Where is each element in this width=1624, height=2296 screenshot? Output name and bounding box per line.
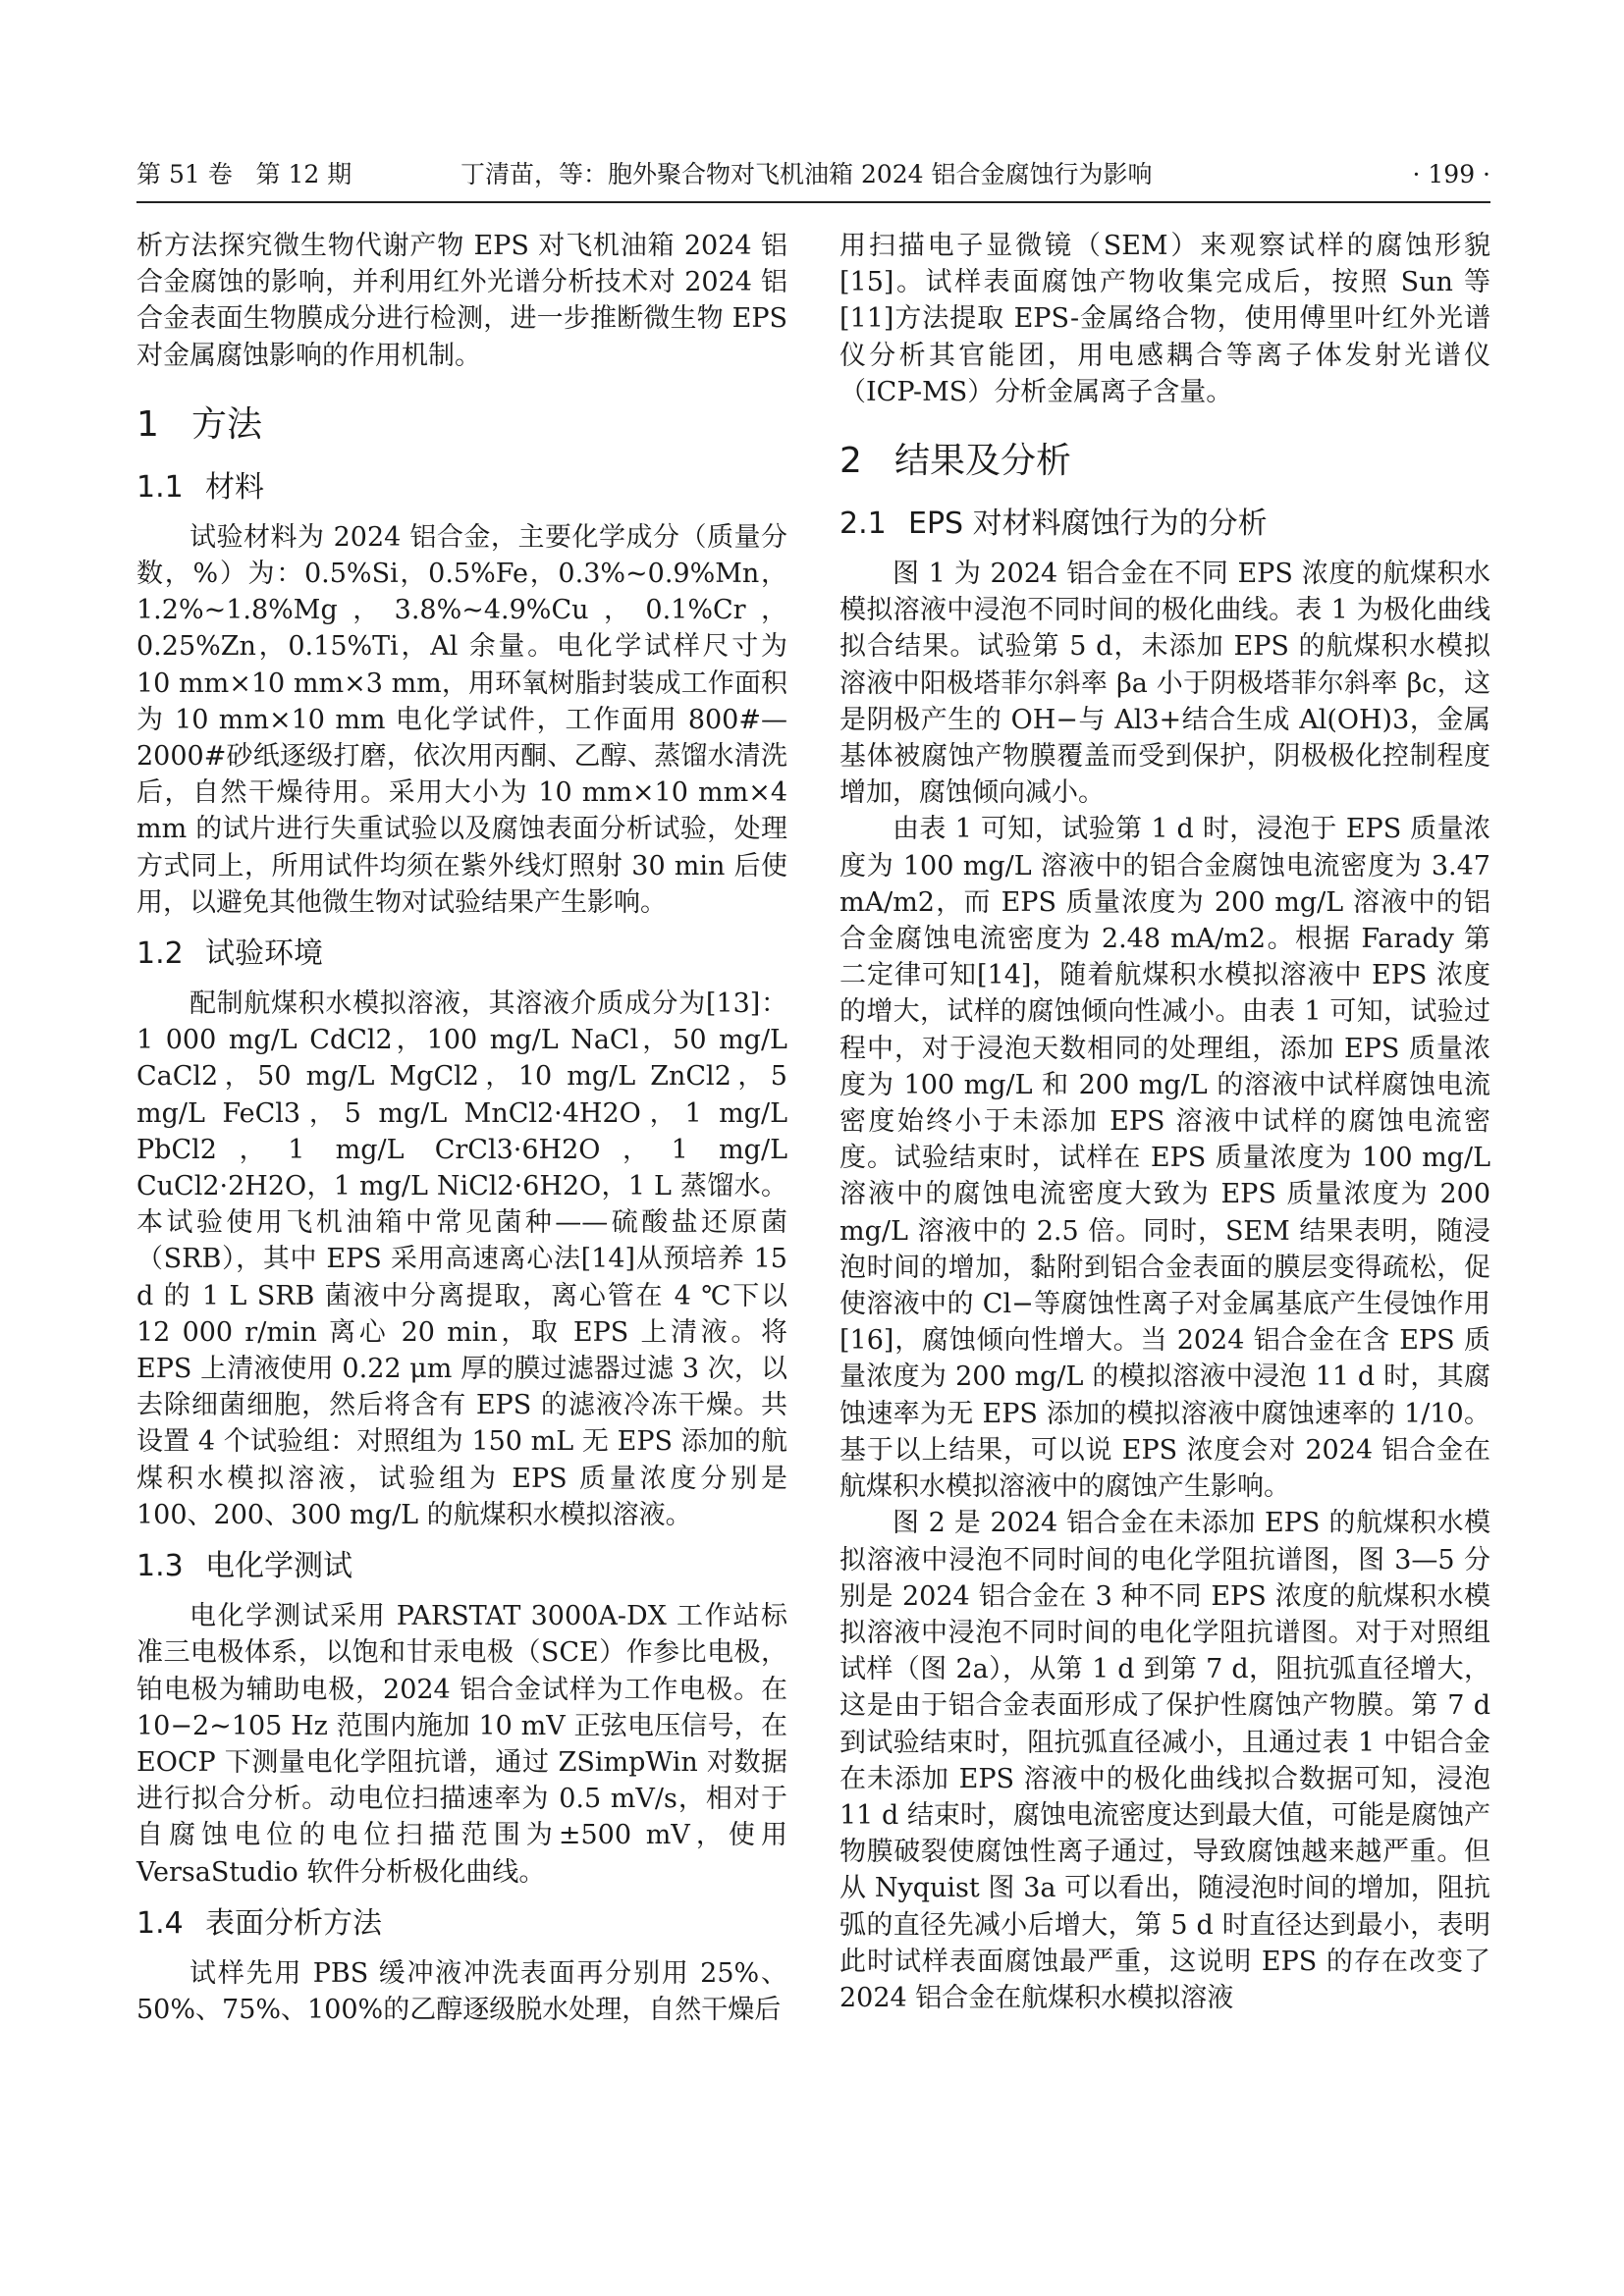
right-column [839,228,1490,2016]
volume-issue: 第 51 卷 第 12 期 [136,160,352,188]
impedance-paragraph: 图 2 是 2024 铝合金在未添加 EPS 的航煤积水模拟溶液中浸泡不同时间的电化学阻抗谱图，图 3—5 分别是 2024 铝合金在 3 种不同 EPS 浓度的航煤积水模拟溶液中浸泡不同时间的电化学阻抗谱图。对于对照组试样（图 2a），从第 1 d 到第 7 d，阻抗弧直径增大，这是由于铝合金表面形成了保护性腐蚀产物膜。第 7 d 到试验结束时，阻抗弧直径减小，且通过表 1 中铝合金在未添加 EPS 溶液中的极化曲线拟合数据可知，浸泡 11 d 结束时，腐蚀电流密度达到最大值，可能是腐蚀产物膜破裂使腐蚀性离子通过，导致腐蚀越来越严重。但从 Nyquist 图 3a 可以看出，随浸泡时间的增加，阻抗弧的直径先减小后增大，第 5 d 时直径达到最小，表明此时试样表面腐蚀最严重，这说明 EPS 的存在改变了 2024 铝合金在航煤积水模拟溶液 [839,1508,1490,2013]
materials-paragraph: 试验材料为 2024 铝合金，主要化学成分（质量分数，%）为：0.5%Si，0.5%Fe，0.3%~0.9%Mn，1.2%~1.8%Mg，3.8%~4.9%Cu，0.1%Cr，0.25%Zn，0.15%Ti，Al 余量。电化学试样尺寸为 10 mm×10 mm×3 mm，用环氧树脂封装成工作面积为 10 mm×10 mm 电化学试件，工作面用 800#—2000#砂纸逐级打磨，依次用丙酮、乙醇、蒸馏水清洗后，自然干燥待用。采用大小为 10 mm×10 mm×4 mm 的试片进行失重试验以及腐蚀表面分析试验，处理方式同上，所用试件均须在紫外线灯照射 30 min 后使用，以避免其他微生物对试验结果产生影响。 [136,521,787,918]
left-column [136,228,787,2028]
continuation-paragraph: 用扫描电子显微镜（SEM）来观察试样的腐蚀形貌[15]。试样表面腐蚀产物收集完成后，按照 Sun 等[11]方法提取 EPS-金属络合物，使用傅里叶红外光谱仪分析其官能团，用电感耦合等离子体发射光谱仪（ICP-MS）分析金属离子含量。 [839,231,1490,407]
section-title: 试验环境 [205,936,323,972]
section-title: 表面分析方法 [205,1905,382,1941]
running-header [136,155,1490,194]
electrochemical-paragraph: 电化学测试采用 PARSTAT 3000A-DX 工作站标准三电极体系，以饱和甘汞电极（SCE）作参比电极，铂电极为辅助电极，2024 铝合金试样为工作电极。在 10−2~105 Hz 范围内施加 10 mV 正弦电压信号，在 EOCP 下测量电化学阻抗谱，通过 ZSimpWin 对数据进行拟合分析。动电位扫描速率为 0.5 mV/s，相对于自腐蚀电位的电位扫描范围为±500 mV，使用 VersaStudio 软件分析极化曲线。 [136,1601,787,1888]
section-1-4-heading [136,1904,787,1944]
section-number: 2 [839,441,862,482]
section-number: 1.4 [136,1905,184,1941]
section-title: 结果及分析 [894,441,1072,482]
polarization-paragraph: 图 1 为 2024 铝合金在不同 EPS 浓度的航煤积水模拟溶液中浸泡不同时间的极化曲线。表 1 为极化曲线拟合结果。试验第 5 d，未添加 EPS 的航煤积水模拟溶液中阳极塔菲尔斜率 βa 小于阴极塔菲尔斜率 βc，这是阴极产生的 OH−与 Al3+结合生成 Al(OH)3，金属基体被腐蚀产物膜覆盖而受到保护，阴极极化控制程度增加，腐蚀倾向减小。 [839,559,1490,809]
section-1-1-heading [136,468,787,507]
section-title: 材料 [205,469,264,505]
section-1-2-heading [136,934,787,974]
section-1-3-heading [136,1547,787,1586]
section-title: 方法 [191,403,263,445]
running-title: 丁清苗，等：胞外聚合物对飞机油箱 2024 铝合金腐蚀行为影响 [460,160,1153,188]
header-rule [136,201,1490,203]
section-title: EPS 对材料腐蚀行为的分析 [908,507,1268,542]
section-number: 2.1 [839,507,887,542]
section-2-heading [839,438,1490,485]
section-number: 1.2 [136,936,184,972]
section-1-heading [136,401,787,449]
section-number: 1.3 [136,1549,184,1584]
intro-paragraph: 析方法探究微生物代谢产物 EPS 对飞机油箱 2024 铝合金腐蚀的影响，并利用红外光谱分析技术对 2024 铝合金表面生物膜成分进行检测，进一步推断微生物 EPS 对金属腐蚀影响的作用机制。 [136,231,787,371]
section-number: 1 [136,403,159,445]
section-title: 电化学测试 [205,1549,352,1584]
environment-paragraph: 配制航煤积水模拟溶液，其溶液介质成分为[13]：1 000 mg/L CdCl2，100 mg/L NaCl，50 mg/L CaCl2，50 mg/L MgCl2，10 mg/L ZnCl2，5 mg/L FeCl3，5 mg/L MnCl2·4H2O，1 mg/L PbCl2，1 mg/L CrCl3·6H2O，1 mg/L CuCl2·2H2O，1 mg/L NiCl2·6H2O，1 L 蒸馏水。本试验使用飞机油箱中常见菌种——硫酸盐还原菌（SRB），其中 EPS 采用高速离心法[14]从预培养 15 d 的 1 L SRB 菌液中分离提取，离心管在 4 ℃下以 12 000 r/min 离心 20 min，取 EPS 上清液。将 EPS 上清液使用 0.22 μm 厚的膜过滤器过滤 3 次，以去除细菌细胞，然后将含有 EPS 的滤液冷冻干燥。共设置 4 个试验组：对照组为 150 mL 无 EPS 添加的航煤积水模拟溶液，试验组为 EPS 质量浓度分别是 100、200、300 mg/L 的航煤积水模拟溶液。 [136,988,787,1530]
surface-analysis-paragraph: 试样先用 PBS 缓冲液冲洗表面再分别用 25%、50%、75%、100%的乙醇逐级脱水处理，自然干燥后 [136,1957,787,2025]
section-2-1-heading [839,505,1490,544]
current-density-paragraph: 由表 1 可知，试验第 1 d 时，浸泡于 EPS 质量浓度为 100 mg/L 溶液中的铝合金腐蚀电流密度为 3.47 mA/m2，而 EPS 质量浓度为 200 mg/L 溶液中的铝合金腐蚀电流密度为 2.48 mA/m2。根据 Farady 第二定律可知[14]，随着航煤积水模拟溶液中 EPS 浓度的增大，试样的腐蚀倾向性减小。由表 1 可知，试验过程中，对于浸泡天数相同的处理组，添加 EPS 质量浓度为 100 mg/L 和 200 mg/L 的溶液中试样腐蚀电流密度始终小于未添加 EPS 溶液中试样的腐蚀电流密度。试验结束时，试样在 EPS 质量浓度为 100 mg/L 溶液中的腐蚀电流密度大致为 EPS 质量浓度为 200 mg/L 溶液中的 2.5 倍。同时，SEM 结果表明，随浸泡时间的增加，黏附到铝合金表面的膜层变得疏松，促使溶液中的 Cl−等腐蚀性离子对金属基底产生侵蚀作用[16]，腐蚀倾向性增大。当 2024 铝合金在含 EPS 质量浓度为 200 mg/L 的模拟溶液中浸泡 11 d 时，其腐蚀速率为无 EPS 添加的模拟溶液中腐蚀速率的 1/10。基于以上结果，可以说 EPS 浓度会对 2024 铝合金在航煤积水模拟溶液中的腐蚀产生影响。 [839,814,1490,1503]
page-number: · 199 · [1412,160,1490,188]
section-number: 1.1 [136,469,184,505]
